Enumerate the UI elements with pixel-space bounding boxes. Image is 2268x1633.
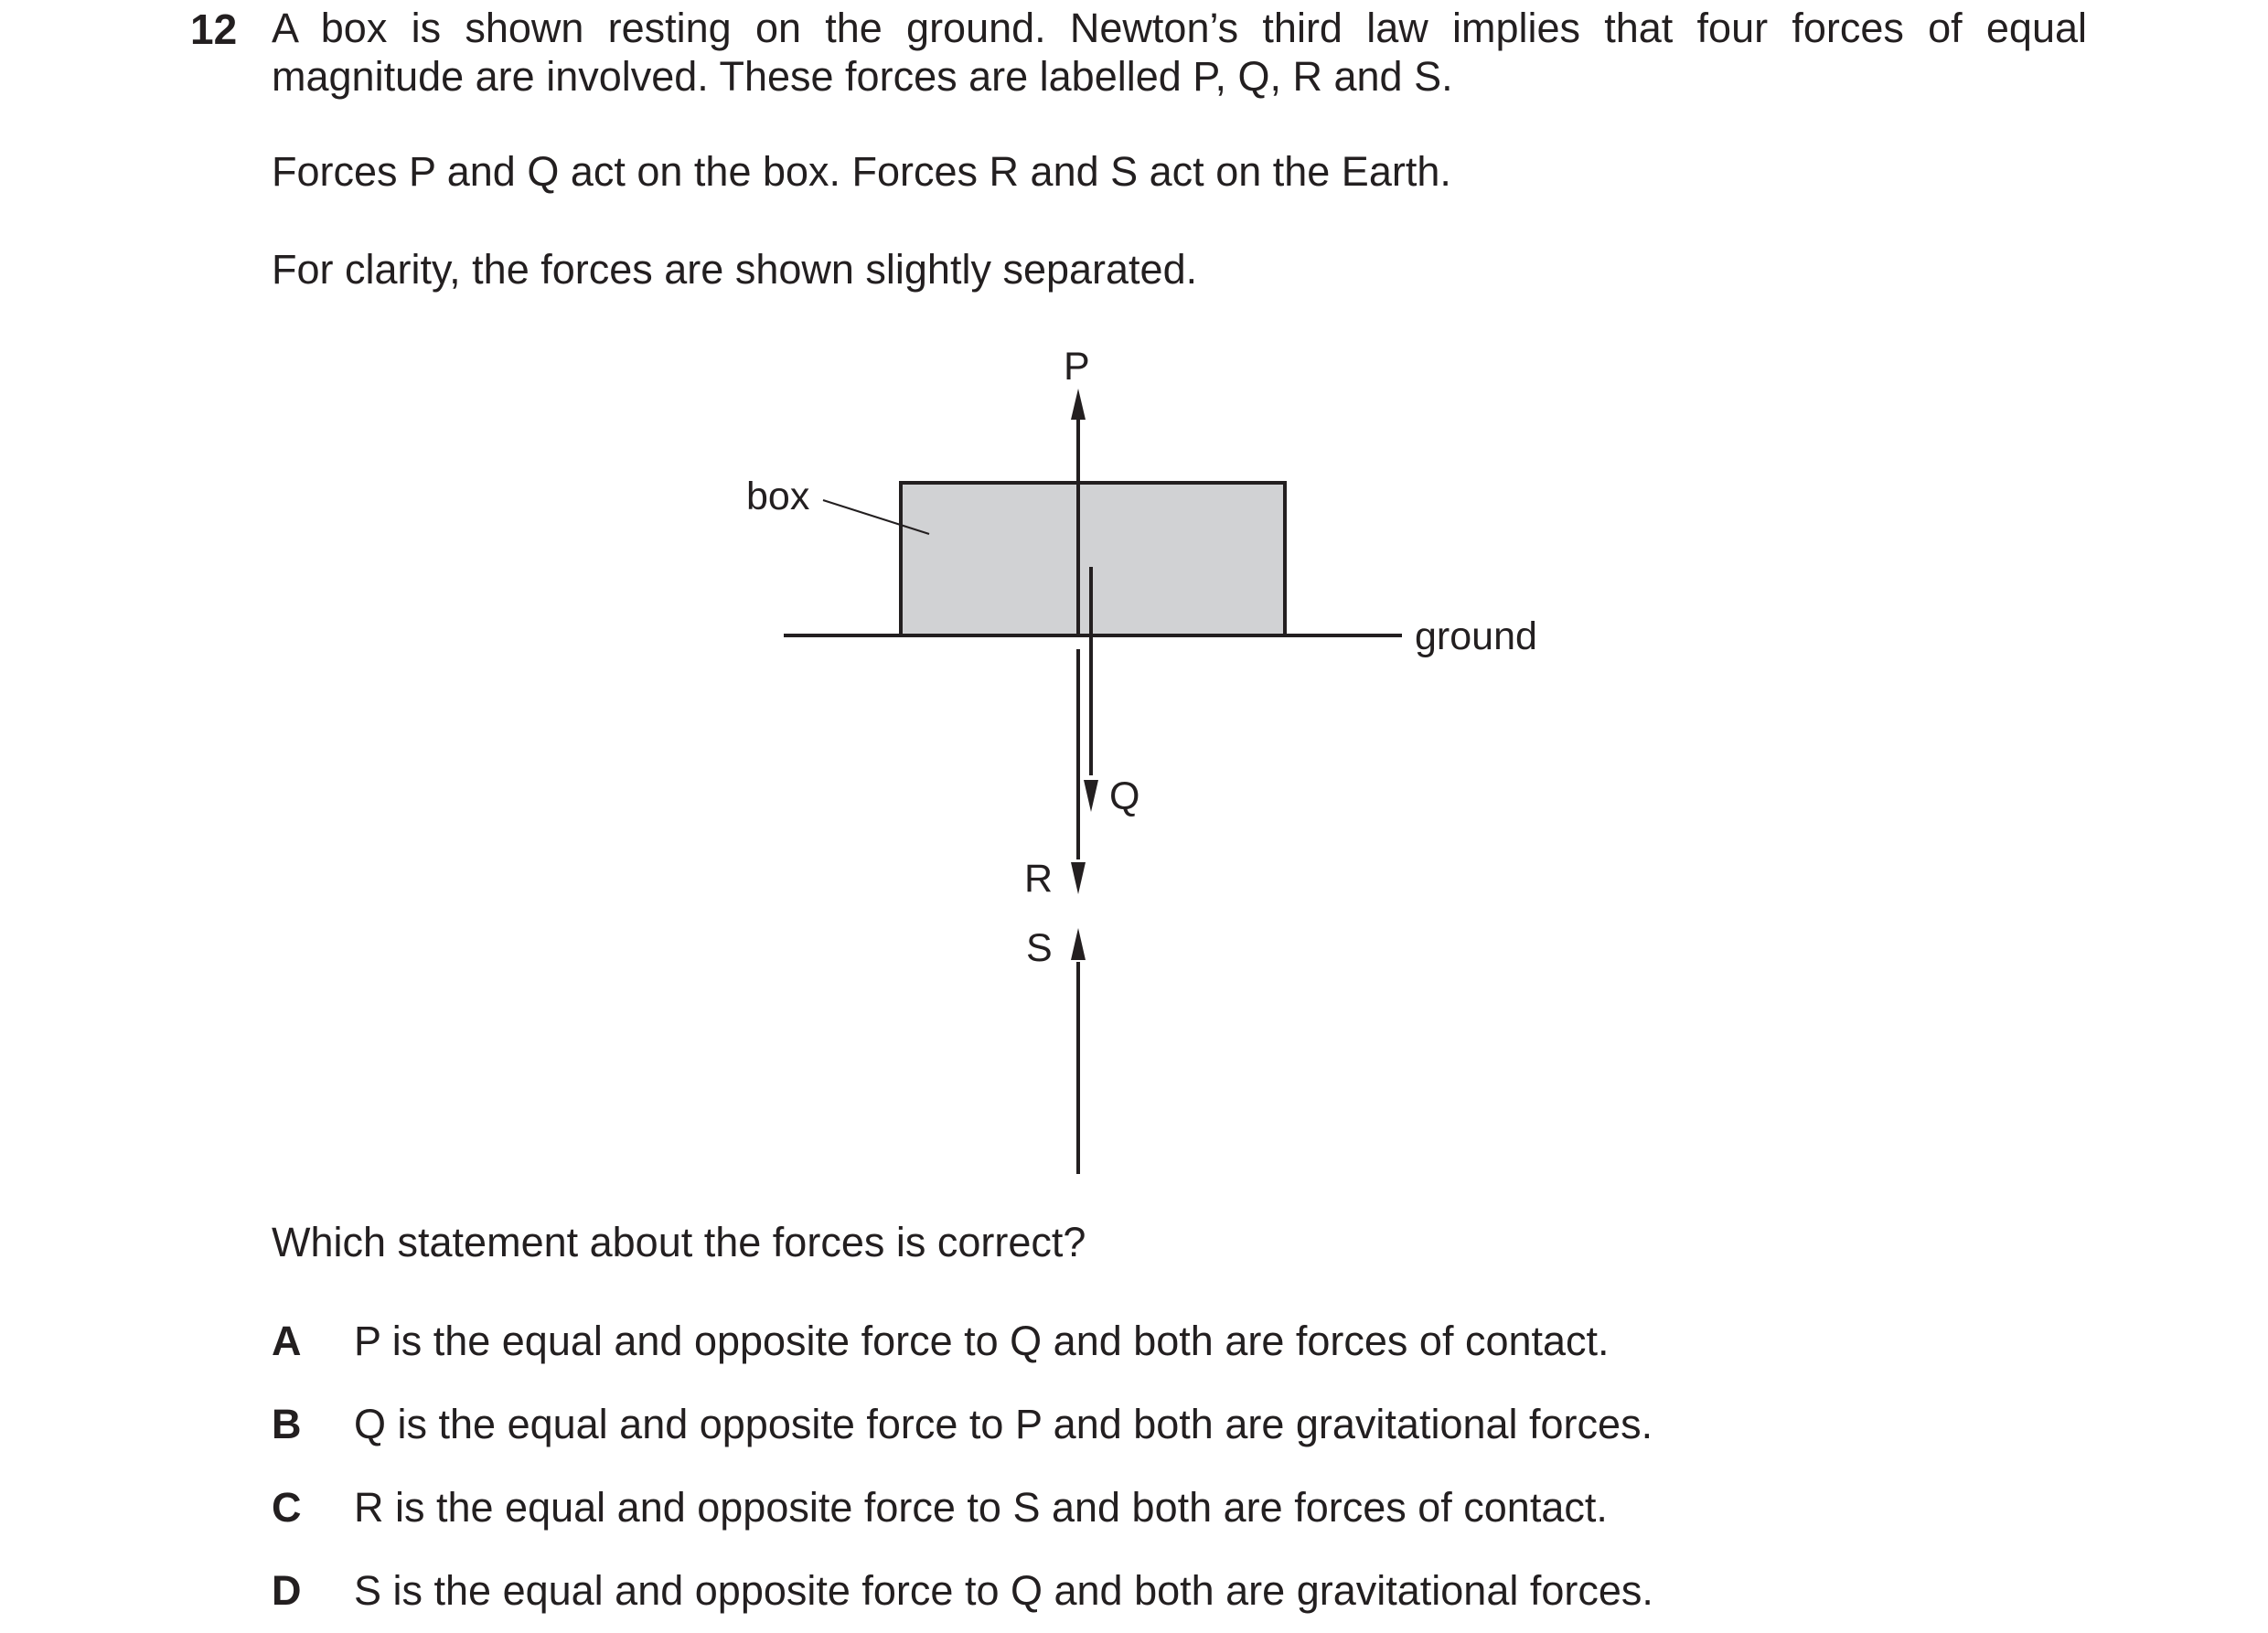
option-text: P is the equal and opposite force to Q and both are forces of contact. xyxy=(354,1318,1610,1364)
box-label: box xyxy=(746,475,810,518)
ground-label: ground xyxy=(1415,614,1537,658)
option-letter: B xyxy=(272,1401,302,1447)
option-d[interactable] xyxy=(272,1565,1653,1617)
option-letter: D xyxy=(272,1567,302,1614)
option-text: R is the equal and opposite force to S and both are forces of contact. xyxy=(354,1484,1608,1531)
force-S-label: S xyxy=(1026,926,1053,970)
option-letter: A xyxy=(272,1318,302,1364)
option-letter: C xyxy=(272,1484,302,1531)
force-P-arrowhead xyxy=(1071,389,1086,420)
option-a[interactable] xyxy=(272,1316,1610,1367)
force-Q-arrowhead xyxy=(1084,780,1098,812)
force-P-label: P xyxy=(1064,345,1090,389)
option-text: S is the equal and opposite force to Q and both are gravitational forces. xyxy=(354,1567,1653,1614)
force-R-label: R xyxy=(1024,857,1054,901)
option-b[interactable] xyxy=(272,1399,1653,1450)
stem-paragraph-3: For clarity, the forces are shown slightly separated. xyxy=(272,246,1198,293)
force-Q-label: Q xyxy=(1109,774,1140,818)
force-S-arrowhead xyxy=(1071,928,1086,960)
option-c[interactable] xyxy=(272,1482,1608,1533)
stem-paragraph-1: A box is shown resting on the ground. Newton’s third law implies that four forces of equal magnitude are involved. These forces are labelled P, Q, R and S. xyxy=(272,5,2087,100)
stem-paragraph-2: Forces P and Q act on the box. Forces R and S act on the Earth. xyxy=(272,148,1451,195)
question-number: 12 xyxy=(190,5,238,53)
question-prompt: Which statement about the forces is correct? xyxy=(272,1219,1086,1265)
option-text: Q is the equal and opposite force to P and both are gravitational forces. xyxy=(354,1401,1653,1447)
force-R-arrowhead xyxy=(1071,862,1086,894)
